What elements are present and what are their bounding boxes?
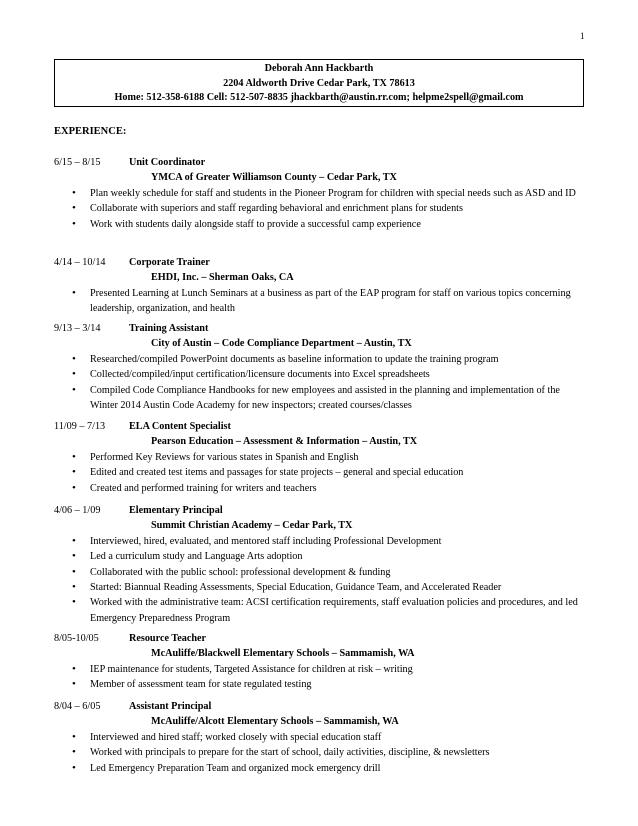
experience-heading: EXPERIENCE: [54,126,127,137]
job-organization: Pearson Education – Assessment & Information – Austin, TX [151,436,418,448]
job-org-row [54,646,584,661]
job-dates: 8/04 – 6/05 [54,701,101,712]
job-header-row [54,255,584,270]
job-header-row [54,321,584,336]
applicant-contact: Home: 512-358-6188 Cell: 512-507-8835 jhackbarth@austin.rr.com; helpme2spell@gmail.com [114,92,524,104]
job-org-row [54,270,584,285]
job-bullet: • Led Emergency Preparation Team and organized mock emergency drill [54,761,580,776]
job-entry [54,699,584,776]
job-organization: EHDI, Inc. – Sherman Oaks, CA [151,272,294,284]
job-header-row [54,699,584,714]
job-bullet: • Collaborate with superiors and staff regarding behavioral and enrichment plans for students [54,201,580,216]
job-header-row [54,419,584,434]
job-entry [54,419,584,496]
job-organization: City of Austin – Code Compliance Department – Austin, TX [151,338,412,350]
job-header-row [54,631,584,646]
job-bullet: • Presented Learning at Lunch Seminars at a business as part of the EAP program for staff on various topics concerning leadership, organization, and health [54,286,580,317]
job-title: Assistant Principal [129,701,212,712]
job-dates: 6/15 – 8/15 [54,157,101,168]
job-bullet: • Worked with the administrative team: ACSI certification requirements, staff evaluation policies and procedures, and led Emergency Preparedness Program [54,595,580,626]
job-bullets [54,730,584,776]
job-title: Resource Teacher [129,633,207,644]
job-bullet: • Compiled Code Compliance Handbooks for new employees and assisted in the planning and implementation of the Winter 2014 Austin Code Academy for new inspectors; created courses/classes [54,383,580,414]
job-bullet: • Performed Key Reviews for various states in Spanish and English [54,450,580,465]
job-header-row [54,155,584,170]
job-org-row [54,518,584,533]
job-organization: Summit Christian Academy – Cedar Park, TX [151,520,353,532]
job-organization: YMCA of Greater Williamson County – Cedar Park, TX [151,172,397,184]
job-bullet: • Started: Biannual Reading Assessments, Special Education, Guidance Team, and Accelerated Reader [54,580,580,595]
job-title: Elementary Principal [129,505,223,516]
job-bullet: • Interviewed, hired, evaluated, and mentored staff including Professional Development [54,534,580,549]
job-entry [54,631,584,693]
job-entry [54,503,584,626]
job-title: Training Assistant [129,323,209,334]
job-dates: 4/14 – 10/14 [54,257,106,268]
job-bullets [54,662,584,693]
applicant-address: 2204 Aldworth Drive Cedar Park, TX 78613 [223,77,415,89]
job-bullet: • Interviewed and hired staff; worked closely with special education staff [54,730,580,745]
job-bullet: • Led a curriculum study and Language Arts adoption [54,549,580,564]
job-dates: 9/13 – 3/14 [54,323,101,334]
job-org-row [54,714,584,729]
contact-header [54,59,584,107]
applicant-name: Deborah Ann Hackbarth [264,63,374,74]
job-dates: 11/09 – 7/13 [54,421,106,432]
job-bullet: • Plan weekly schedule for staff and students in the Pioneer Program for children with special needs such as ASD and ID [54,186,580,201]
job-bullets [54,450,584,496]
job-header-row [54,503,584,518]
job-bullet: • Work with students daily alongside staff to provide a successful camp experience [54,217,580,232]
job-dates: 8/05-10/05 [54,633,99,644]
job-bullet: • Collaborated with the public school: professional development & funding [54,565,580,580]
job-bullet: • Researched/compiled PowerPoint documents as baseline information to update the training program [54,352,580,367]
job-entry [54,155,584,232]
job-bullets [54,186,584,232]
job-entry [54,255,584,317]
job-bullet: • Collected/compiled/input certification/licensure documents into Excel spreadsheets [54,367,580,382]
job-bullets [54,352,584,414]
job-org-row [54,336,584,351]
job-dates: 4/06 – 1/09 [54,505,101,516]
job-bullets [54,286,584,317]
job-bullet: • IEP maintenance for students, Targeted Assistance for children at risk – writing [54,662,580,677]
job-title: Unit Coordinator [129,157,206,168]
job-bullet: • Worked with principals to prepare for the start of school, daily activities, discipline, & newsletters [54,745,580,760]
job-organization: McAuliffe/Alcott Elementary Schools – Sammamish, WA [151,716,399,728]
job-org-row [54,434,584,449]
job-entry [54,321,584,413]
job-bullet: • Edited and created test items and passages for state projects – general and special education [54,465,580,480]
page-number: 1 [580,31,585,41]
job-title: ELA Content Specialist [129,421,231,432]
job-bullets [54,534,584,626]
job-org-row [54,170,584,185]
job-bullet: • Created and performed training for writers and teachers [54,481,580,496]
job-bullet: • Member of assessment team for state regulated testing [54,677,580,692]
job-title: Corporate Trainer [129,257,210,268]
job-organization: McAuliffe/Blackwell Elementary Schools – Sammamish, WA [151,648,415,660]
